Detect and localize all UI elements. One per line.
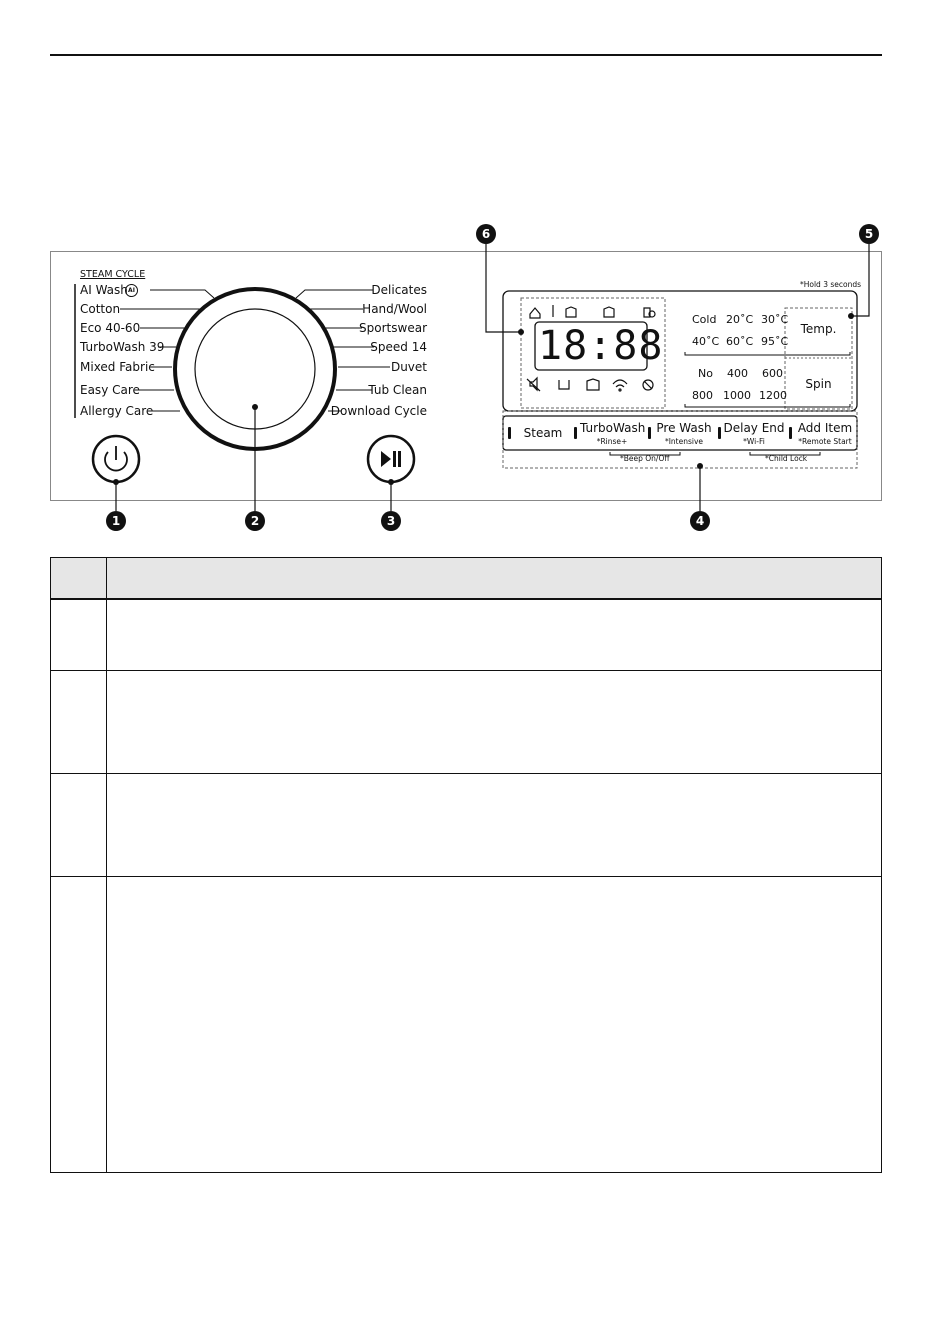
delay-end-sub: *Wi-Fi <box>743 437 765 446</box>
cycle-speed-14: Speed 14 <box>370 340 427 354</box>
description-table <box>50 557 882 1173</box>
spin-1000: 1000 <box>723 389 751 402</box>
callout-3: 3 <box>381 511 401 531</box>
temp-40: 40˚C <box>692 335 720 348</box>
add-item-sub: *Remote Start <box>798 437 852 446</box>
temp-cold: Cold <box>692 313 717 326</box>
callout-2: 2 <box>245 511 265 531</box>
delay-end-button[interactable]: Delay End <box>723 421 785 435</box>
time-digits: 18:88 <box>538 323 664 369</box>
table-row <box>51 670 882 773</box>
add-item-button[interactable]: Add Item <box>797 421 853 435</box>
callout-5: 5 <box>859 224 879 244</box>
cycle-sportswear: Sportswear <box>359 321 427 335</box>
spin-400: 400 <box>727 367 748 380</box>
cycle-mixed-fabric: Mixed Fabric <box>80 360 155 374</box>
child-lock-note: *Child Lock <box>765 454 808 463</box>
cycle-download: Download Cycle <box>330 404 427 418</box>
cycle-easy-care: Easy Care <box>80 383 140 397</box>
cycle-cotton: Cotton <box>80 302 121 316</box>
cycle-eco: Eco 40-60 <box>80 321 141 335</box>
temp-60: 60˚C <box>726 335 754 348</box>
callout-4: 4 <box>690 511 710 531</box>
callout-6: 6 <box>476 224 496 244</box>
cycle-tub-clean: Tub Clean <box>368 383 427 397</box>
table-row <box>51 876 882 1172</box>
table-row <box>51 773 882 876</box>
spin-600: 600 <box>762 367 783 380</box>
steam-cycle-header: STEAM CYCLE <box>80 269 146 280</box>
header-cell-number <box>51 558 107 600</box>
spin-no: No <box>698 367 713 380</box>
cycle-delicates: Delicates <box>371 283 427 297</box>
spin-800: 800 <box>692 389 713 402</box>
ai-wash-icon: AI <box>125 284 138 297</box>
table-header-row <box>51 558 882 600</box>
table-row <box>51 599 882 670</box>
prewash-led <box>648 427 651 439</box>
temp-20: 20˚C <box>726 313 754 326</box>
spin-1200: 1200 <box>759 389 787 402</box>
header-cell-description <box>107 558 882 600</box>
hold-note: *Hold 3 seconds <box>800 280 862 289</box>
cycle-turbowash: TurboWash 39 <box>80 340 165 354</box>
prewash-sub: *Intensive <box>664 437 704 446</box>
cycle-hand-wool: Hand/Wool <box>362 302 427 316</box>
temp-button[interactable]: Temp. <box>800 322 837 336</box>
spin-button[interactable]: Spin <box>805 377 832 391</box>
steam-led <box>508 427 511 439</box>
callout-1: 1 <box>106 511 126 531</box>
temp-30: 30˚C <box>761 313 789 326</box>
turbowash-led <box>574 427 577 439</box>
add-item-led <box>789 427 792 439</box>
cycle-allergy-care: Allergy Care <box>80 404 154 418</box>
turbowash-button[interactable]: TurboWash <box>580 421 646 435</box>
beep-note: *Beep On/Off <box>620 454 670 463</box>
turbowash-sub: *Rinse+ <box>596 437 628 446</box>
delay-end-led <box>718 427 721 439</box>
steam-button[interactable]: Steam <box>523 426 563 440</box>
temp-95: 95˚C <box>761 335 789 348</box>
prewash-button[interactable]: Pre Wash <box>656 421 712 435</box>
cycle-duvet: Duvet <box>390 360 427 374</box>
cycle-ai-wash: AI Wash <box>80 283 128 297</box>
